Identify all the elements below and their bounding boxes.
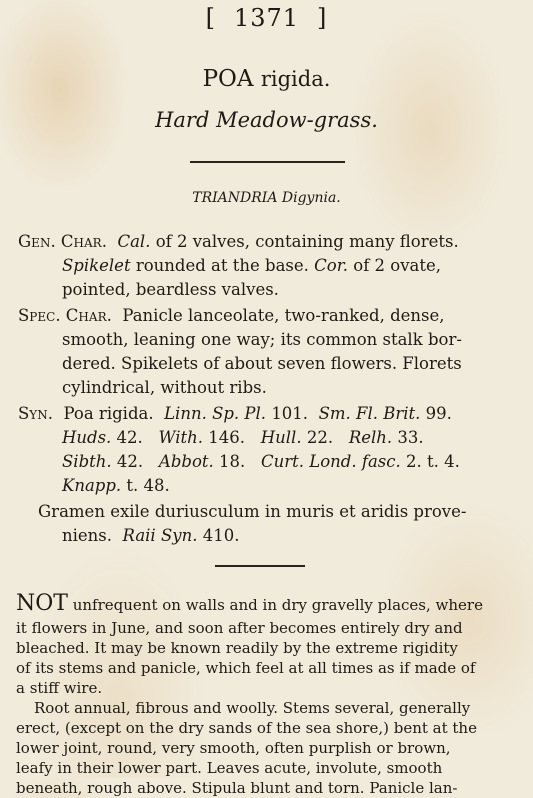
section-rule bbox=[215, 565, 305, 567]
body-p2-line-3: lower joint, round, very smooth, often purplish or brown, bbox=[16, 739, 451, 757]
plate-number-text: 1371 bbox=[233, 4, 300, 32]
species-title bbox=[0, 66, 533, 92]
syn-gramen-line-1: Gramen exile duriusculum in muris et aridis prove- bbox=[38, 502, 467, 521]
spec-char-line-2: smooth, leaning one way; its common stalk bor- bbox=[62, 330, 462, 349]
gen-char-line-3: pointed, beardless valves. bbox=[62, 280, 279, 299]
body-p2-line-4: leafy in their lower part. Leaves acute, involute, smooth bbox=[16, 759, 443, 777]
plate-number bbox=[0, 4, 533, 32]
syn-line-2: Huds. 42. With. 146. Hull. 22. Relh. 33. bbox=[62, 428, 424, 447]
body-p1-line-5: a stiff wire. bbox=[16, 679, 103, 697]
common-name: Hard Meadow-grass. bbox=[155, 108, 378, 132]
syn-label: Syn. bbox=[18, 404, 53, 423]
spec-char-line-1: Spec. Char. Panicle lanceolate, two-ranked, dense, bbox=[18, 306, 445, 325]
body-p1-line-2: it flowers in June, and soon after becomes entirely dry and bbox=[16, 619, 463, 637]
title-species: rigida. bbox=[260, 67, 331, 91]
syn-line-4: Knapp. t. 48. bbox=[62, 476, 170, 495]
body-p1-line-1: NOT unfrequent on walls and in dry gravelly places, where bbox=[16, 591, 483, 616]
syn-line-1: Syn. Poa rigida. Linn. Sp. Pl. 101. Sm. Fl. Brit. 99. bbox=[18, 404, 452, 423]
spec-char-line-4: cylindrical, without ribs. bbox=[62, 378, 267, 397]
drop-cap: NOT bbox=[16, 591, 68, 616]
title-rule bbox=[190, 161, 345, 163]
body-p1-line-3: bleached. It may be known readily by the extreme rigidity bbox=[16, 639, 458, 657]
gen-char-label: Gen. Char. bbox=[18, 232, 107, 251]
body-p2-line-1: Root annual, fibrous and woolly. Stems several, generally bbox=[34, 699, 471, 717]
linnaean-class: TRIANDRIA Digynia. bbox=[192, 190, 341, 206]
spec-char-label: Spec. Char. bbox=[18, 306, 112, 325]
syn-line-3: Sibth. 42. Abbot. 18. Curt. Lond. fasc. 2. t. 4. bbox=[62, 452, 460, 471]
spec-char-line-3: dered. Spikelets of about seven flowers. Florets bbox=[62, 354, 462, 373]
gen-char-line-1: Gen. Char. Cal. of 2 valves, containing many florets. bbox=[18, 232, 459, 251]
gen-char-line-2: Spikelet rounded at the base. Cor. of 2 ovate, bbox=[62, 256, 442, 275]
body-p2-line-2: erect, (except on the dry sands of the sea shore,) bent at the bbox=[16, 719, 477, 737]
body-p2-line-5: beneath, rough above. Stipula blunt and torn. Panicle lan- bbox=[16, 779, 458, 797]
syn-gramen-line-2: niens. Raii Syn. 410. bbox=[62, 526, 240, 545]
title-genus: POA bbox=[202, 66, 254, 92]
bracket-left: [ bbox=[205, 4, 216, 32]
bracket-right: ] bbox=[317, 4, 328, 32]
body-p1-line-4: of its stems and panicle, which feel at all times as if made of bbox=[16, 659, 476, 677]
